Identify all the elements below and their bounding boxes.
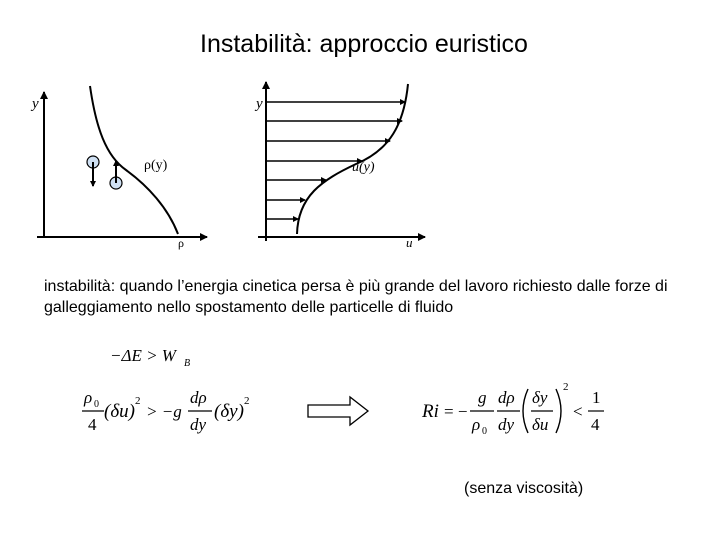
- right-x-axis-label: u: [406, 235, 413, 250]
- viscosity-note: (senza viscosità): [464, 480, 584, 497]
- eq3-right-paren: [556, 389, 561, 433]
- eq3-inner-num: δy: [532, 388, 548, 407]
- eq3-rho-subscript: 0: [482, 426, 487, 437]
- eq3-rho: ρ: [472, 415, 481, 434]
- eq2-operator: > −g: [146, 402, 182, 421]
- eq3-less-than: <: [573, 402, 583, 421]
- eq2-coef-num-subscript: 0: [94, 399, 99, 410]
- density-curve-label: ρ(y): [144, 158, 168, 173]
- eq2-term2: (δy): [214, 401, 244, 422]
- eq2-term2-exponent: 2: [244, 395, 250, 407]
- eq3-lhs: Ri: [422, 401, 439, 422]
- eq2-term1: (δu): [104, 401, 135, 422]
- velocity-curve-label: u(y): [352, 160, 375, 175]
- eq3-inner-den: δu: [532, 415, 549, 434]
- eq3-equals: = −: [444, 402, 468, 421]
- eq2-frac-den: dy: [190, 415, 207, 434]
- eq3-rhs-den: 4: [591, 415, 600, 434]
- equation-richardson-number: [421, 381, 604, 437]
- eq1-lhs-subscript: B: [184, 358, 191, 369]
- eq3-d-num: dρ: [498, 388, 515, 407]
- velocity-curve: [297, 84, 408, 234]
- eq2-coef-den: 4: [88, 415, 97, 434]
- fluid-particle-descending: [87, 156, 99, 186]
- instability-description: instabilità: quando l’energia cinetica persa è più grande del lavoro richiesto dalle forze di galleggiamento nello spostamento delle particelle di fluido: [44, 278, 668, 316]
- density-profile-diagram: [30, 86, 207, 250]
- eq2-coef-num: ρ: [84, 388, 93, 407]
- eq3-left-paren: [523, 389, 528, 433]
- equation-instability-inequality: [82, 388, 250, 434]
- velocity-profile-diagram: [254, 82, 425, 250]
- equation-energy-condition: [110, 346, 190, 369]
- left-x-axis-label: ρ: [178, 236, 184, 250]
- eq1-lhs: −ΔE > W: [110, 346, 176, 365]
- velocity-arrows: [266, 102, 405, 219]
- eq3-d-den: dy: [498, 415, 515, 434]
- page-title: Instabilità: approccio euristico: [200, 30, 528, 58]
- eq2-term1-exponent: 2: [135, 395, 141, 407]
- eq3-exponent: 2: [563, 381, 569, 393]
- left-y-axis-label: y: [32, 96, 39, 112]
- implies-arrow: [308, 397, 368, 425]
- right-y-axis-label: y: [256, 96, 263, 112]
- eq2-frac-num: dρ: [190, 388, 207, 407]
- eq3-g: g: [478, 388, 487, 407]
- eq3-rhs-num: 1: [592, 388, 601, 407]
